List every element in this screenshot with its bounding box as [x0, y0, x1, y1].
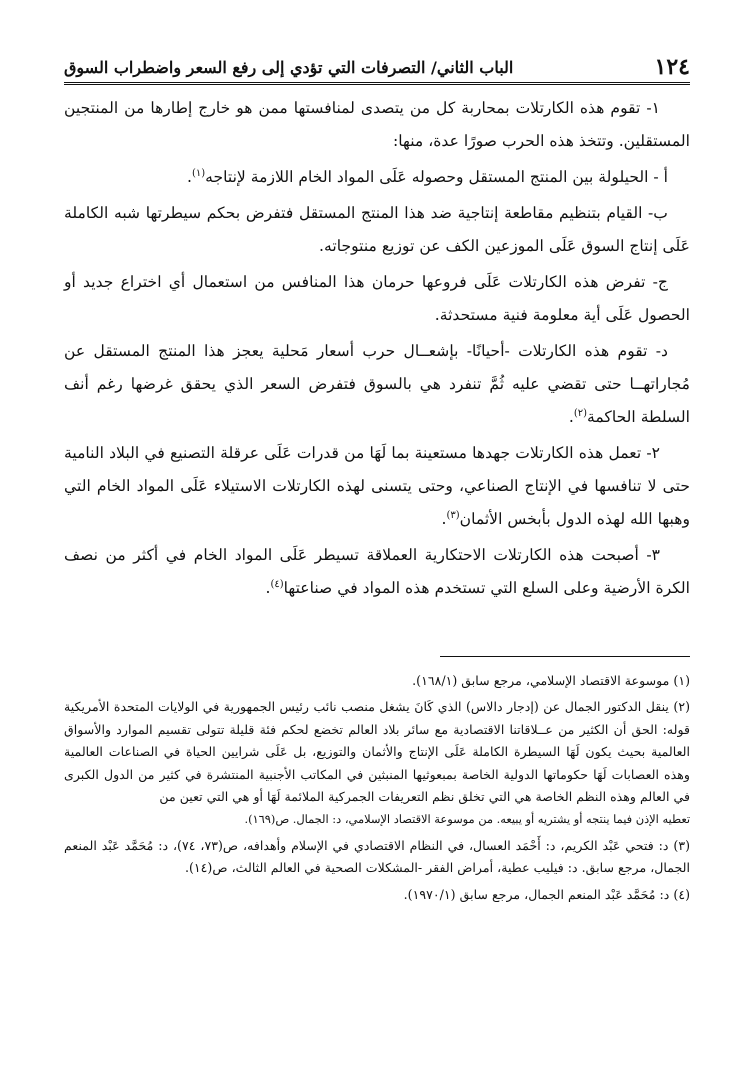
footnote-ref-4[interactable]: (٤)	[270, 578, 284, 590]
header-rule	[64, 82, 690, 85]
page-number: ١٢٤	[654, 54, 690, 80]
footnote-ref-3[interactable]: (٣)	[446, 509, 460, 521]
main-text	[64, 92, 690, 608]
paragraph-1b: ب- القيام بتنظيم مقاطعة إنتاجية ضد هذا المنتج المستقل فتفرض بحكم سيطرتها شبه الكاملة عَلَى إنتاج السوق عَلَى الموزعين الكف عن توزيع منتوجاته.	[64, 204, 690, 255]
footnote-3: (٣) د: فتحي عَبْد الكريم، د: أَحْمَد العسال، في النظام الاقتصادي في الإسلام وأهدافه، ص(٧٣، ٧٤)، د: مُحَمَّد عَبْد المنعم الجمال، مرجع سابق. د: فيليب عطية، أمراض الفقر -المشكلات الصحية في العالم الثالث، ص(١٤).	[64, 837, 690, 876]
paragraph-1d: د- تقوم هذه الكارتلات -أحيانًا- بإشعــال حرب أسعار مَحلية يعجز هذا المنتج المستقل عن مُجاراتهــا حتى تقضي عليه ثُمَّ تنفرد هي بالسوق فتفرض السعر الذي يحقق غرضها رغم أنف السلطة الحاكمة$^{(٢)}$.	[64, 342, 690, 426]
paragraph-1c: ج- تفرض هذه الكارتلات عَلَى فروعها حرمان هذا المنافس من استعمال أي اختراع جديد أو الحصول عَلَى أية معلومة فنية مستحدثة.	[64, 273, 690, 324]
paragraph-3: ٣- أصبحت هذه الكارتلات الاحتكارية العملاقة تسيطر عَلَى المواد الخام في أكثر من نصف الكرة الأرضية وعلى السلع التي تستخدم هذه المواد في صناعتها$^{(٤)}$.	[64, 546, 690, 597]
chapter-title: الباب الثاني/ التصرفات التي تؤدي إلى رفع السعر واضطراب السوق	[64, 58, 514, 77]
paragraph-1a: أ - الحيلولة بين المنتج المستقل وحصوله عَلَى المواد الخام اللازمة لإنتاجه$^{(١)}$.	[186, 167, 668, 186]
footnote-separator	[440, 656, 690, 657]
footnote-2	[64, 696, 690, 830]
paragraph-2: ٢- تعمل هذه الكارتلات جهدها مستعينة بما لَهَا من قدرات عَلَى عرقلة التصنيع في البلاد النامية حتى لا تنافسها في الإنتاج الصناعي، وحتى يتسنى لهذه الكارتلات الاستيلاء عَلَى المواد الخام التي وهبها الله لهذه الدول بأبخس الأثمان$^{(٣)}$.	[64, 444, 690, 528]
running-header	[64, 44, 690, 86]
footnote-4: (٤) د: مُحَمَّد عَبْد المنعم الجمال، مرجع سابق (١٩٧٠/١).	[403, 886, 690, 902]
footnotes	[64, 670, 690, 910]
footnote-ref-2[interactable]: (٢)	[573, 407, 588, 419]
footnote-1: (١) موسوعة الاقتصاد الإسلامي، مرجع سابق (١٦٨/١).	[412, 673, 690, 688]
footnote-ref-1[interactable]: (١)	[191, 167, 206, 179]
footnote-2-text: (٢) ينقل الدكتور الجمال عن (إدجار دالاس) الذي كَانَ يشغل منصب نائب رئيس الجمهورية في الولايات المتحدة الأمريكية قوله: الحق أن الكثير من عــلاقاتنا الاقتصادية مع سائر بلاد العالم تخضع لحكم فئة قليلة تتولى تقسيم الموارد والأسواق العالمية بحيث يكون لَهَا السيطرة الكاملة عَلَى الإنتاج والأثمان والتوزيع، بل عَلَى شرايين الحياة في الصناعات العالمية وهذه العصابات لَهَا حكوماتها الدولية الخاصة بمبعوثيها المنبثين في المكاتب الأجنبية المنتشرة في كثير من الدول الكبرى في العالم وهذه النظم الخاصة هي التي تخلق نظم التعريفات الجمركية الملائمة لَهَا أو هي التي تعين من	[64, 699, 690, 805]
paragraph-1: ١- تقوم هذه الكارتلات بمحاربة كل من يتصدى لمنافستها ممن هو خارج إطارها من المنتجين المستقلين. وتتخذ هذه الحرب صورًا عدة، منها:	[64, 99, 690, 150]
footnote-2-continuation: تعطيه الإذن فيما ينتجه أو يشتريه أو يبيعه. من موسوعة الاقتصاد الإسلامي، د: الجمال. ص(١٦٩).	[244, 812, 690, 827]
